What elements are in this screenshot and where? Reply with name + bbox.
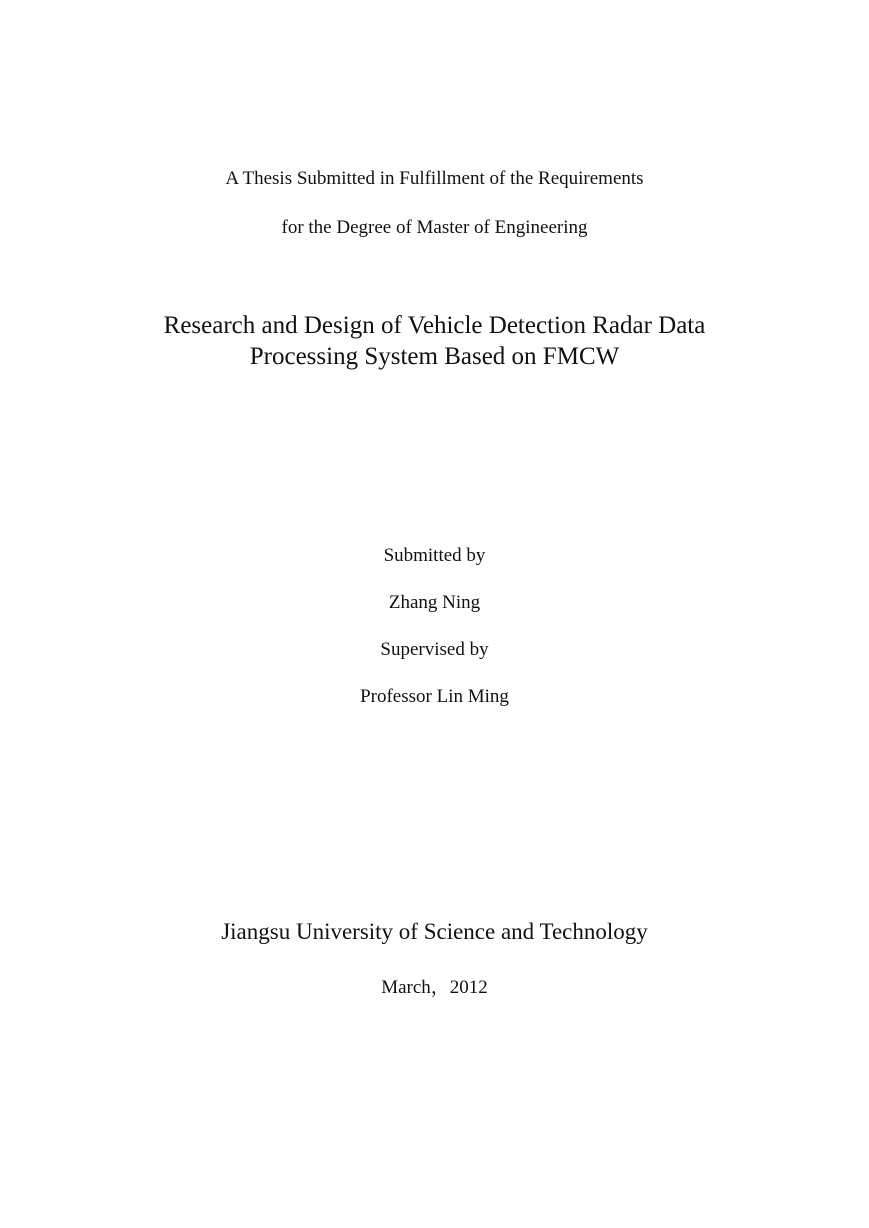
thesis-title-line-1: Research and Design of Vehicle Detection Radar Data	[163, 312, 706, 339]
university-name: Jiangsu University of Science and Technology	[221, 919, 648, 944]
submitted-by-label: Submitted by	[383, 545, 486, 566]
thesis-title-line-2: Processing System Based on FMCW	[249, 343, 620, 370]
degree-statement-line-2: for the Degree of Master of Engineering	[281, 217, 588, 238]
supervised-by-label: Supervised by	[380, 639, 489, 660]
supervisor-name: Professor Lin Ming	[360, 686, 509, 707]
degree-statement-line-1: A Thesis Submitted in Fulfillment of the Requirements	[225, 168, 644, 189]
submission-date: March，2012	[381, 977, 488, 998]
author-name: Zhang Ning	[388, 592, 481, 613]
